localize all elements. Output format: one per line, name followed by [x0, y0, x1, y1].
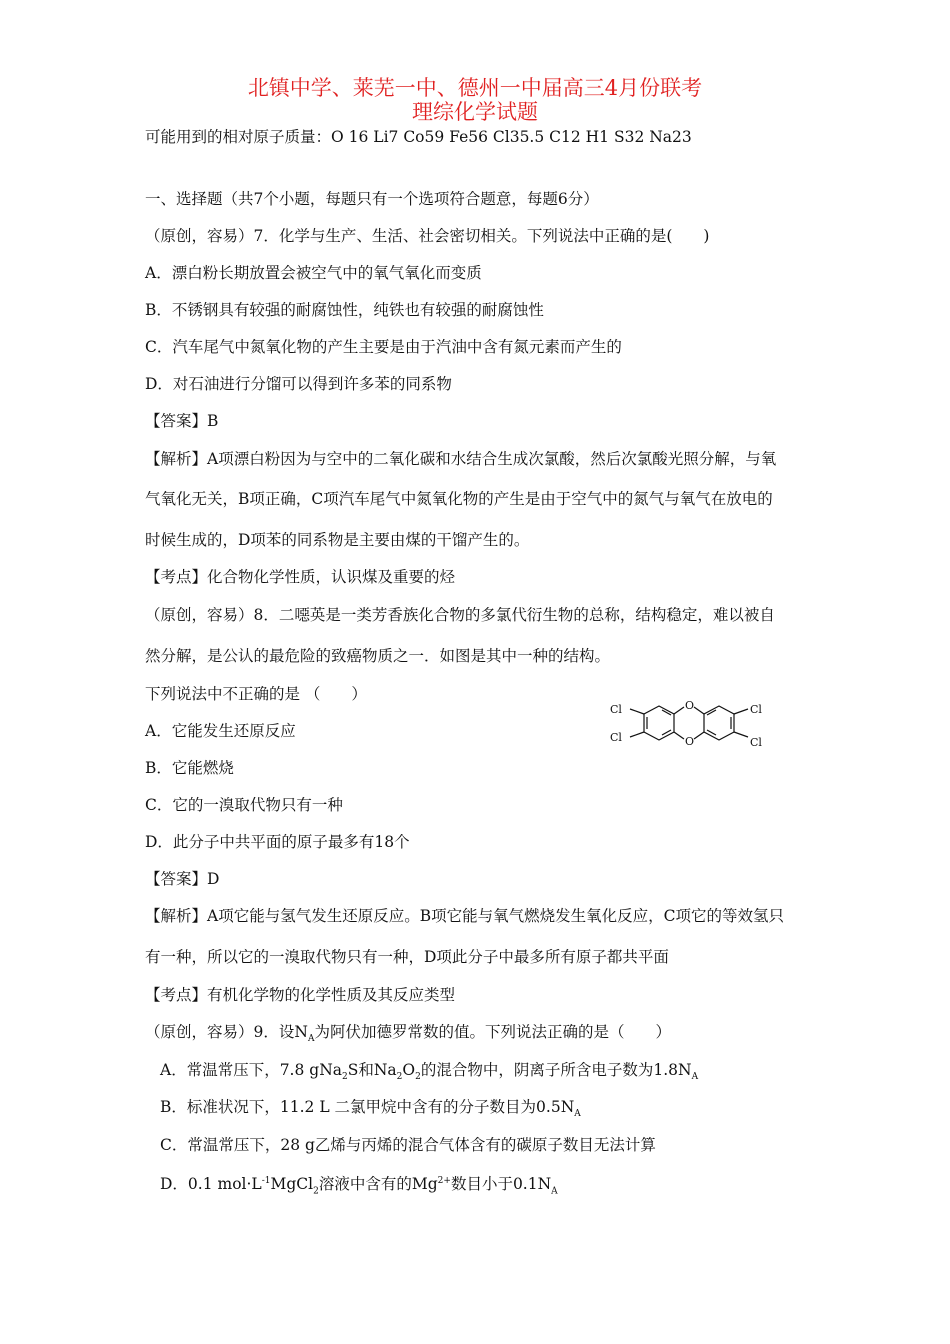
cl-label: Cl [750, 736, 762, 749]
q7-answer: 【答案】B [145, 412, 219, 430]
q8-analysis-2: 有一种，所以它的一溴取代物只有一种，D项此分子中最多所有原子都共平面 [145, 948, 669, 966]
q7-stem: （原创，容易）7．化学与生产、生活、社会密切相关。下列说法中正确的是( ) [145, 227, 710, 245]
q7-option-c: C．汽车尾气中氮氧化物的产生主要是由于汽油中含有氮元素而产生的 [145, 338, 622, 356]
q8-option-c: C．它的一溴取代物只有一种 [145, 796, 343, 814]
q8-stem-3: 下列说法中不正确的是 （ ） [145, 685, 367, 703]
cl-label: Cl [610, 731, 622, 744]
section-heading: 一、选择题（共7个小题，每题只有一个选项符合题意，每题6分） [145, 190, 599, 208]
o-label: O [685, 735, 695, 748]
q7-analysis-2: 气氧化无关，B项正确，C项汽车尾气中氮氧化物的产生是由于空气中的氮气与氧气在放电的 [145, 490, 773, 508]
page-subtitle: 理综化学试题 [412, 100, 538, 124]
page-title: 北镇中学、莱芜一中、德州一中届高三4月份联考 [247, 76, 703, 100]
q8-stem-2: 然分解，是公认的最危险的致癌物质之一．如图是其中一种的结构。 [145, 647, 611, 665]
q8-answer: 【答案】D [145, 870, 220, 888]
q9-option-b: B．标准状况下，11.2 L 二氯甲烷中含有的分子数目为$0.5N_A$ [160, 1098, 581, 1120]
q7-option-b: B．不锈钢具有较强的耐腐蚀性，纯铁也有较强的耐腐蚀性 [145, 301, 544, 319]
q8-point: 【考点】有机化学物的化学性质及其反应类型 [145, 986, 456, 1004]
q9-option-c: C．常温常压下，28 g乙烯与丙烯的混合气体含有的碳原子数目无法计算 [160, 1136, 656, 1154]
q7-point: 【考点】化合物化学性质，认识煤及重要的烃 [145, 568, 456, 586]
q9-option-a: A．常温常压下，7.8 gNa$_2$S和$Na_2O_2$的混合物中，阴离子所含电子数为$1.8N_A$ [160, 1061, 699, 1083]
cl-label: Cl [610, 703, 622, 716]
q7-analysis-1: 【解析】A项漂白粉因为与空中的二氧化碳和水结合生成次氯酸，然后次氯酸光照分解，与氧 [145, 450, 777, 468]
q7-option-a: A．漂白粉长期放置会被空气中的氧气氧化而变质 [145, 264, 482, 282]
dioxin-structure [604, 690, 774, 760]
q8-option-a: A．它能发生还原反应 [145, 722, 296, 740]
q9-option-d: D．0.1 $mol\cdot L^{-1}MgCl_2$溶液中含有的$Mg^{2+}$数目小于$0.1N_A$ [160, 1175, 558, 1197]
q7-option-d: D．对石油进行分馏可以得到许多苯的同系物 [145, 375, 452, 393]
atomic-masses: 可能用到的相对原子质量：O 16 Li7 Co59 Fe56 Cl35.5 C12 H1 S32 Na23 [145, 128, 692, 146]
q8-stem-1: （原创，容易）8．二噁英是一类芳香族化合物的多氯代衍生物的总称，结构稳定，难以被自 [145, 606, 775, 624]
o-label: O [685, 699, 695, 712]
q8-analysis-1: 【解析】A项它能与氢气发生还原反应。B项它能与氧气燃烧发生氧化反应，C项它的等效氢只 [145, 907, 784, 925]
q8-option-b: B．它能燃烧 [145, 759, 234, 777]
q7-analysis-3: 时候生成的，D项苯的同系物是主要由煤的干馏产生的。 [145, 531, 530, 549]
cl-label: Cl [750, 703, 762, 716]
q8-option-d: D．此分子中共平面的原子最多有18个 [145, 833, 410, 851]
q9-stem: （原创，容易）9．设$N_A$为阿伏加德罗常数的值。下列说法正确的是（ ） [145, 1023, 671, 1045]
